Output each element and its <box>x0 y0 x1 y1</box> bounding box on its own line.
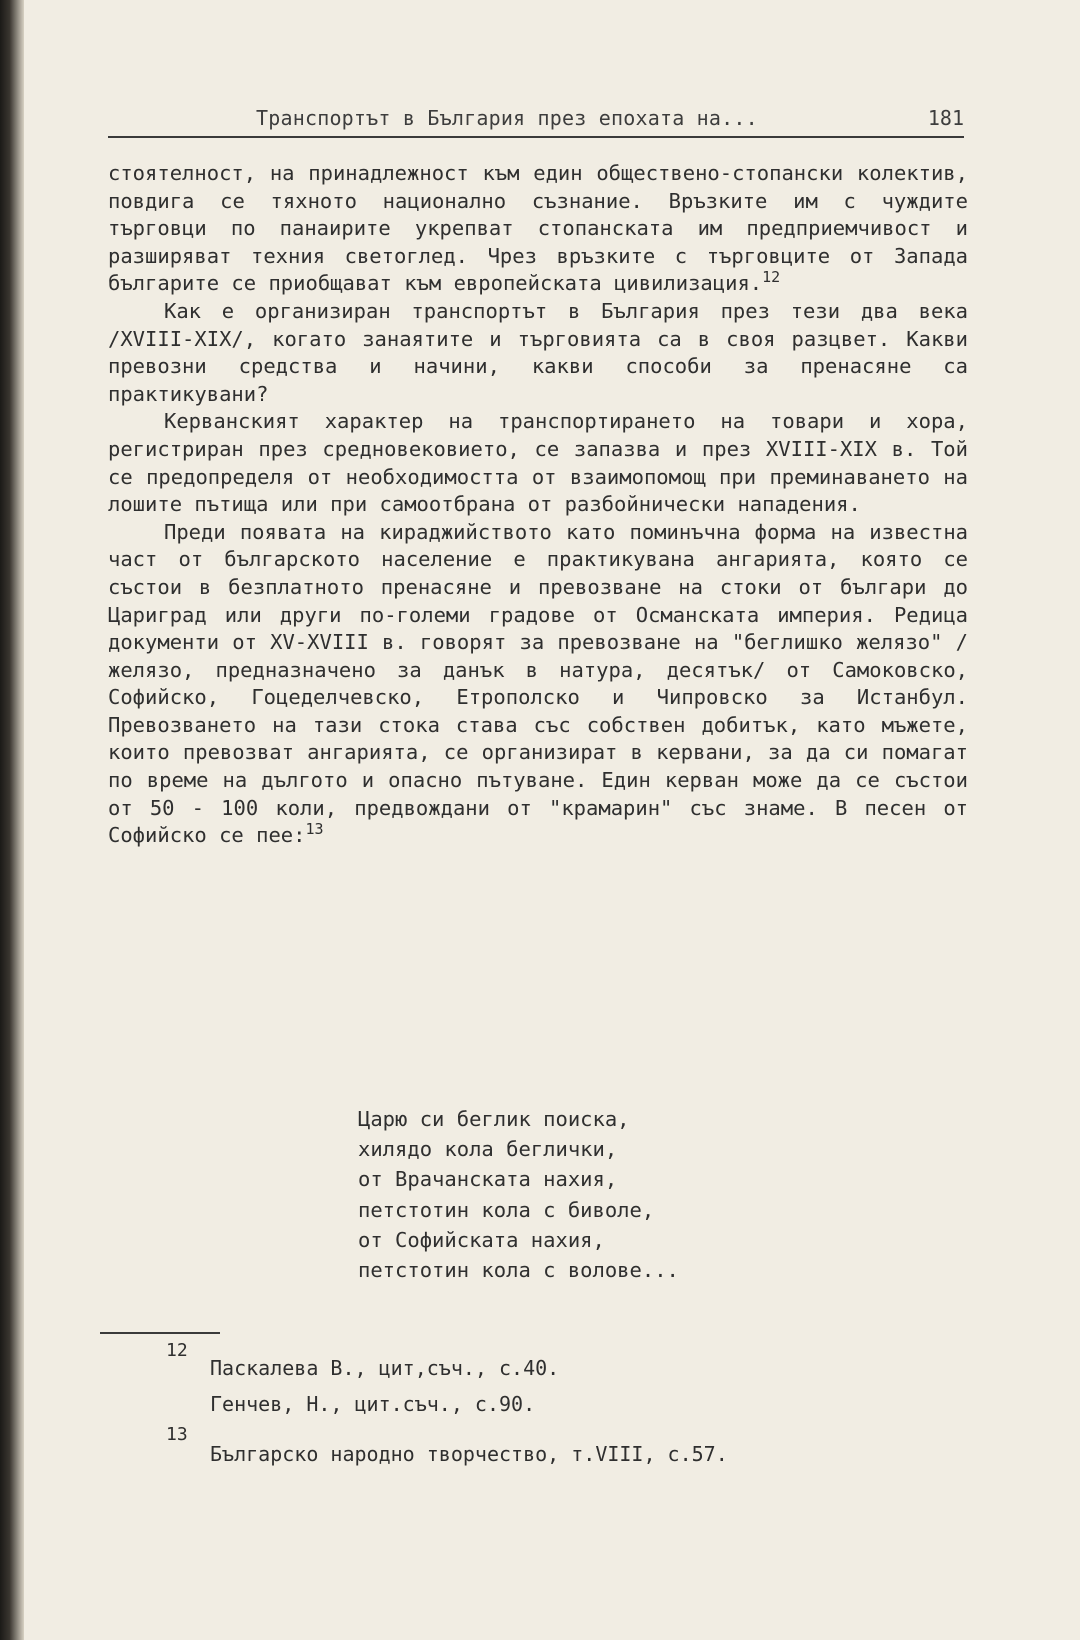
verse-line: хилядо кола беглички, <box>358 1137 618 1162</box>
footnote-ref-13: 13 <box>305 820 324 839</box>
page-number: 181 <box>927 106 964 130</box>
main-text <box>108 160 968 850</box>
footnote-line: Генчев, Н., цит.съч., с.90. <box>210 1392 536 1416</box>
paragraph: Керванският характер на транспортирането на товари и хора, регистриран през средновековието, се запазва и през XVIII-XIX в. Той се предопределя от необходимостта от взаимопомощ при преминаването на лошите пътища или при самоотбрана от разбойнически нападения. <box>108 409 968 517</box>
footnote-ref-12: 12 <box>762 268 781 287</box>
verse-line: Царю си беглик поиска, <box>358 1107 630 1131</box>
footnote-number: 13 <box>166 1424 188 1445</box>
paragraph <box>108 160 968 298</box>
verse-line: от Софийската нахия, <box>358 1227 605 1252</box>
page-binding-edge <box>0 0 24 1640</box>
folk-song-verse <box>358 1104 878 1285</box>
paragraph <box>108 519 968 850</box>
verse-line: петстотин кола с биволе, <box>358 1197 655 1222</box>
paragraph-text: стоятелност, на принадлежност към един обществено-стопански колектив, повдига се тяхното национално съзнание. Връзките им с чуждите търговци по панаирите укрепват стопанската им предприемчивост и разширяват техния светоглед. Чрез връзките с търговците от Запада българите се приобщават към европейската цивилизация. <box>108 161 968 296</box>
footnote-line: Българско народно творчество, т.VIII, с.57. <box>210 1442 728 1466</box>
footnote-number: 12 <box>166 1340 188 1361</box>
footnote-divider <box>100 1332 220 1334</box>
running-header <box>108 104 964 138</box>
footnote-line: Паскалева В., цит,съч., с.40. <box>210 1356 560 1380</box>
paragraph-text: Преди появата на кираджийството като поминъчна форма на известна част от българското население е практикувана ангарията, която се състои в безплатното пренасяне и превозване на стоки от българи до Цариград или други по-големи градове от Османската империя. Редица документи от XV-XVIII в. говорят за превозване на "беглишко желязо" /желязо, предназначено за данък в натура, десятък/ от Самоковско, Софийско, Гоцеделчевско, Етрополско и Чипровско за Истанбул. Превозването на тази стока става със собствен добитък, като мъжете, които превозват ангарията, се организират в кервани, за да си помагат по време на дългото и опасно пътуване. Един керван може да се състои от 50 - 100 коли, предвождани от "крамарин" със знаме. В песен от Софийско се пее: <box>108 519 968 848</box>
running-title: Транспортът в България през епохата на... <box>256 106 758 130</box>
verse-line: петстотин кола с волове... <box>358 1258 679 1283</box>
paragraph: Как е организиран транспортът в България през тези два века /XVIII-XIX/, когато занаятите и търговията са в своя разцвет. Какви превозни средства и начини, какви способи за пренасяне са практикувани? <box>108 298 968 406</box>
verse-line: от Врачанската нахия, <box>358 1167 618 1192</box>
